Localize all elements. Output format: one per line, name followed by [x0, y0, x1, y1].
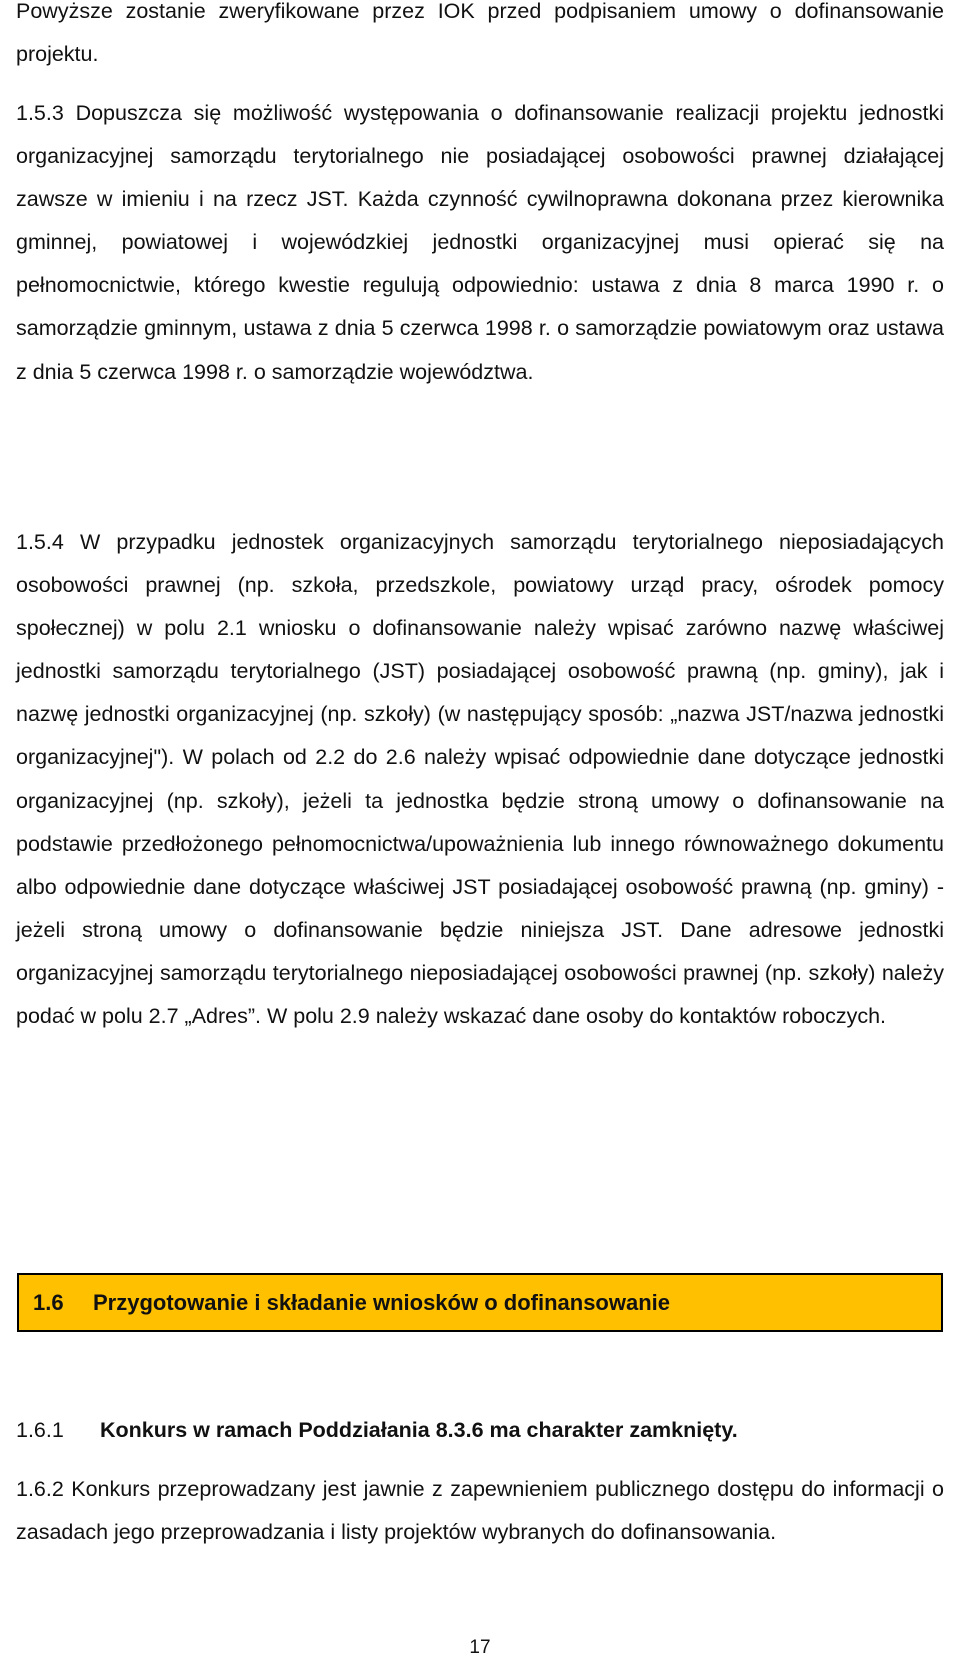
continuation-paragraph: Powyższe zostanie zweryfikowane przez IOK przed podpisaniem umowy o dofinansowanie projektu. — [16, 0, 944, 67]
paragraph-1-5-4: 1.5.4 W przypadku jednostek organizacyjnych samorządu terytorialnego nieposiadających osobowości prawnej (np. szkoła, przedszkole, powiatowy urząd pracy, ośrodek pomocy społecznej) w polu 2.1 wniosku o dofinansowanie należy wpisać zarówno nazwę właściwej jednostki samorządu terytorialnego (JST) posiadającej osobowość prawną (np. gminy), jak i nazwę jednostki organizacyjnej (np. szkoły) (w następujący sposób: „nazwa JST/nazwa jednostki organizacyjnej"). W polach od 2.2 do 2.6 należy wpisać odpowiednie dane dotyczące jednostki organizacyjnej (np. szkoły), jeżeli ta jednostka będzie stroną umowy o dofinansowanie na podstawie przedłożonego pełnomocnictwa/upoważnienia lub innego równoważnego dokumentu albo odpowiednie dane dotyczące właściwej JST posiadającej osobowość prawną (np. gminy) - jeżeli stroną umowy o dofinansowanie będzie niniejsza JST. Dane adresowe jednostki organizacyjnej samorządu terytorialnego nieposiadającej osobowości prawnej (np. szkoły) należy podać w polu 2.7 „Adres”. W polu 2.9 należy wskazać dane osoby do kontaktów roboczych. — [16, 530, 944, 1029]
page-number: 17 — [469, 1637, 491, 1658]
section-heading-1-6 — [17, 1273, 943, 1332]
subsection-number: 1.6.1 — [16, 1418, 64, 1442]
paragraph-1-5-3: 1.5.3 Dopuszcza się możliwość występowania o dofinansowanie realizacji projektu jednostki organizacyjnej samorządu terytorialnego nie posiadającej osobowości prawnej działającej zawsze w imieniu i na rzecz JST. Każda czynność cywilnoprawna dokonana przez kierownika gminnej, powiatowej i wojewódzkiej jednostki organizacyjnej musi opierać się na pełnomocnictwie, którego kwestie regulują odpowiednio: ustawa z dnia 8 marca 1990 r. o samorządzie gminnym, ustawa z dnia 5 czerwca 1998 r. o samorządzie powiatowym oraz ustawa z dnia 5 czerwca 1998 r. o samorządzie województwa. — [16, 101, 944, 384]
paragraph-1-6-2: 1.6.2 Konkurs przeprowadzany jest jawnie z zapewnieniem publicznego dostępu do informacji o zasadach jego przeprowadzania i listy projektów wybranych do dofinansowania. — [16, 1477, 944, 1545]
section-number: 1.6 — [33, 1289, 64, 1315]
subsection-1-6-1 — [16, 1415, 738, 1445]
section-title: Przygotowanie i składanie wniosków o dofinansowanie — [93, 1289, 670, 1315]
subsection-text: Konkurs w ramach Poddziałania 8.3.6 ma charakter zamknięty. — [99, 1418, 738, 1442]
